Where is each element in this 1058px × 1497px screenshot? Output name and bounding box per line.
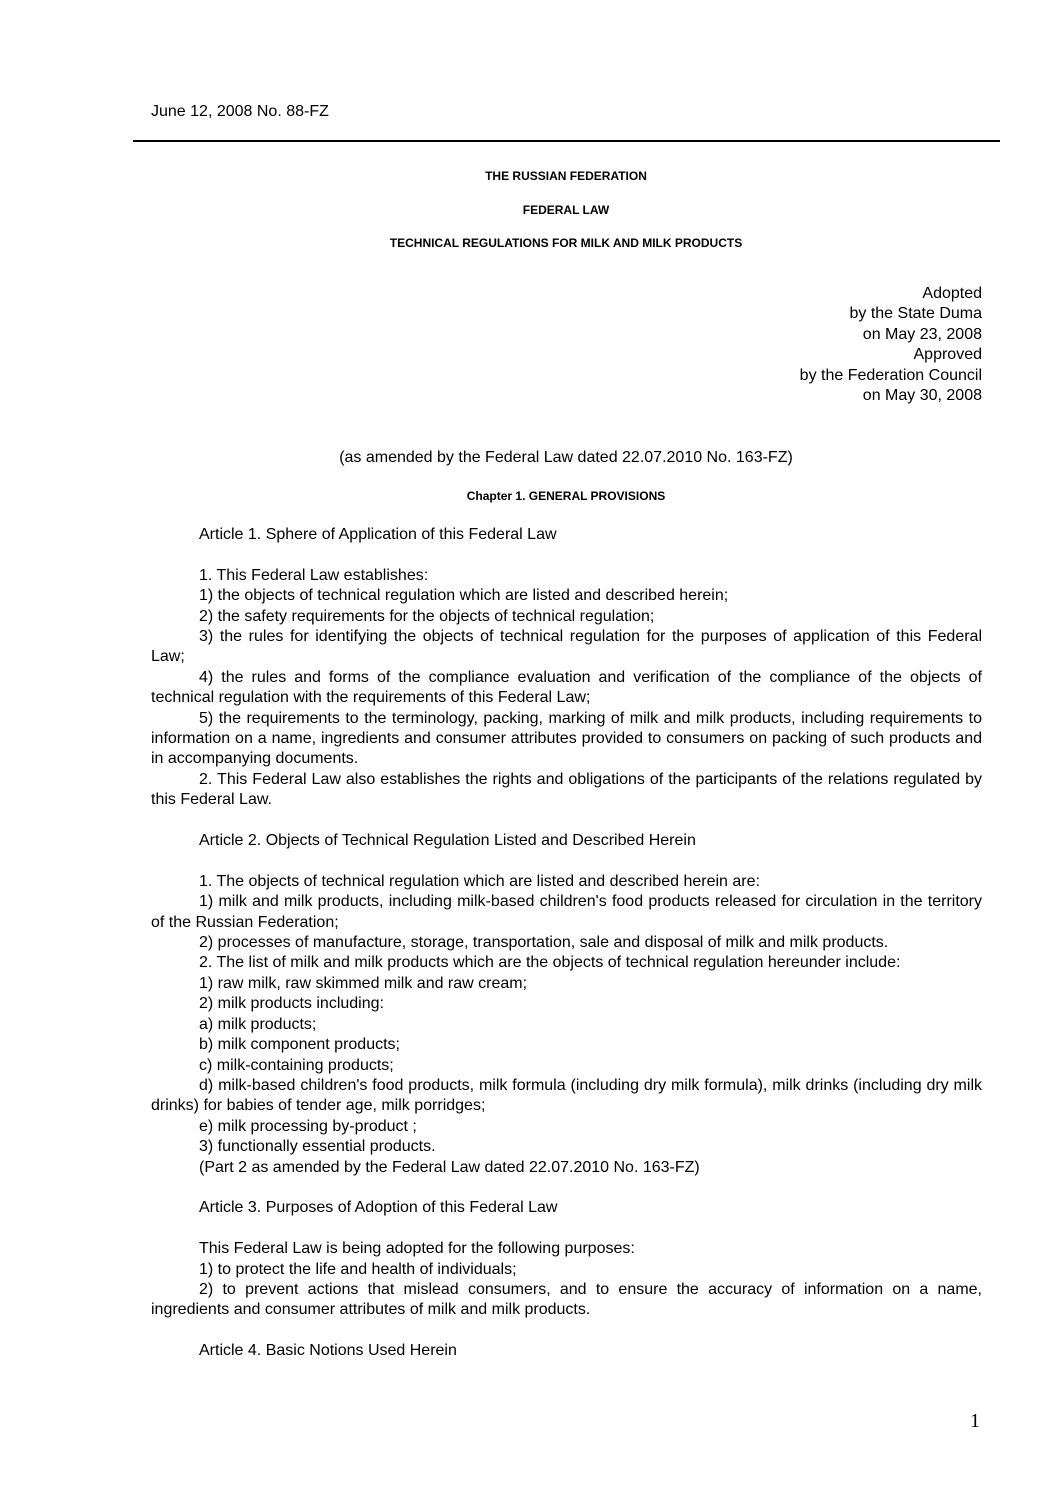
adoption-block [800,284,982,406]
adoption-line: on May 30, 2008 [862,387,982,405]
page-number: 1 [970,1410,980,1432]
doc-type-heading: FEDERAL LAW [522,203,610,217]
paragraph: 1) the objects of technical regulation which are listed and described herein; [199,587,729,605]
paragraph: 3) the rules for identifying the objects of technical regulation for the purposes of application of this Federal Law; [151,628,982,666]
paragraph: 1. The objects of technical regulation which are listed and described herein are: [199,872,760,890]
paragraph: a) milk products; [199,1015,317,1033]
paragraph: 4) the rules and forms of the compliance evaluation and verification of the compliance of the objects of technical regulation with the requirements of this Federal Law; [151,668,982,707]
paragraph: 2) the safety requirements for the objects of technical regulation; [199,607,655,625]
adoption-line: on May 23, 2008 [862,325,982,343]
document-title: TECHNICAL REGULATIONS FOR MILK AND MILK PRODUCTS [389,236,743,250]
paragraph: 1) to protect the life and health of individuals; [199,1260,517,1278]
paragraph: 2) milk products including: [199,995,384,1013]
paragraph: 2. The list of milk and milk products which are the objects of technical regulation hereunder include: [199,954,901,972]
adoption-line: by the State Duma [849,305,982,323]
paragraph: e) milk processing by-product ; [199,1117,417,1135]
paragraph: 1) milk and milk products, including milk-based children's food products released for circulation in the territory of the Russian Federation; [151,893,982,931]
paragraph: 5) the requirements to the terminology, packing, marking of milk and milk products, including requirements to information on a name, ingredients and consumer attributes provided to consumers on packing of such products and in accompanying documents. [151,709,982,768]
chapter-title: Chapter 1. GENERAL PROVISIONS [466,489,666,503]
adoption-line: Adopted [922,285,982,302]
paragraph: 2. This Federal Law also establishes the rights and obligations of the participants of the relations regulated by this Federal Law. [151,770,982,809]
paragraph: 2) to prevent actions that mislead consumers, and to ensure the accuracy of information on a name, ingredients and consumer attributes of milk and milk products. [151,1280,982,1319]
document-body [151,525,982,1362]
country-heading: THE RUSSIAN FEDERATION [485,169,647,183]
adoption-line: Approved [913,346,982,364]
paragraph: 1. This Federal Law establishes: [199,566,429,584]
paragraph: c) milk-containing products; [199,1056,394,1074]
article-2-heading: Article 2. Objects of Technical Regulation Listed and Described Herein [199,832,696,850]
article-3-heading: Article 3. Purposes of Adoption of this Federal Law [199,1199,558,1217]
paragraph: 3) functionally essential products. [199,1138,436,1156]
paragraph: This Federal Law is being adopted for the following purposes: [199,1240,635,1258]
paragraph: d) milk-based children's food products, milk formula (including dry milk formula), milk drinks (including dry milk drinks) for babies of tender age, milk porridges; [151,1076,982,1115]
adoption-line: by the Federation Council [799,366,982,384]
paragraph: 1) raw milk, raw skimmed milk and raw cream; [199,974,528,992]
paragraph: b) milk component products; [199,1036,400,1054]
paragraph: 2) processes of manufacture, storage, transportation, sale and disposal of milk and milk products. [199,934,889,952]
paragraph: (Part 2 as amended by the Federal Law dated 22.07.2010 No. 163-FZ) [199,1158,700,1176]
amendment-note: (as amended by the Federal Law dated 22.07.2010 No. 163-FZ) [339,449,793,466]
document-date-number: June 12, 2008 No. 88-FZ [151,103,329,120]
header-divider [133,140,1000,142]
article-1-heading: Article 1. Sphere of Application of this Federal Law [199,526,557,543]
article-4-heading: Article 4. Basic Notions Used Herein [199,1342,457,1360]
